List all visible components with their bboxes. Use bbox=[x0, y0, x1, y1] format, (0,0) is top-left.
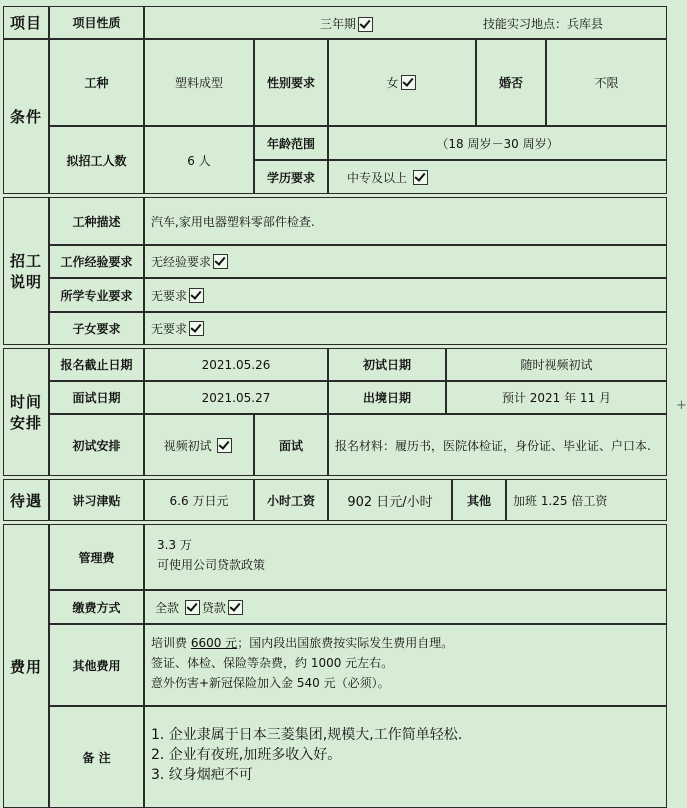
section-schedule-line2: 安排 bbox=[9, 414, 42, 432]
children-value bbox=[144, 312, 667, 345]
major-value bbox=[144, 278, 667, 312]
age-label: 年龄范围 bbox=[254, 126, 328, 160]
plus-icon[interactable]: + bbox=[676, 398, 687, 413]
note-item-1: 1. 企业隶属于日本三菱集团,规模大,工作简单轻松. bbox=[151, 727, 463, 743]
hourly-label: 小时工资 bbox=[254, 479, 328, 521]
departure-label: 出境日期 bbox=[328, 381, 446, 414]
notes-label: 备 注 bbox=[49, 706, 144, 808]
other-fees-label: 其他费用 bbox=[49, 624, 144, 706]
education-value bbox=[328, 160, 667, 194]
header-project: 项目 bbox=[3, 6, 49, 39]
allowance-label: 讲习津贴 bbox=[49, 479, 144, 521]
deadline-value: 2021.05.26 bbox=[144, 348, 328, 381]
first-interview-label: 初试日期 bbox=[328, 348, 446, 381]
interview-value: 2021.05.27 bbox=[144, 381, 328, 414]
check-box-icon bbox=[189, 288, 204, 303]
hourly-value: 902 日元/小时 bbox=[328, 479, 452, 521]
management-fee-label: 管理费 bbox=[49, 524, 144, 590]
major-text: 无要求 bbox=[151, 288, 188, 303]
section-recruit-line1: 招工 bbox=[9, 252, 42, 270]
headcount-label: 拟招工人数 bbox=[49, 126, 144, 194]
check-box-icon bbox=[185, 600, 200, 615]
section-schedule-line1: 时间 bbox=[9, 393, 42, 411]
age-value: （18 周岁－30 周岁） bbox=[328, 126, 667, 160]
first-arrangement-label: 初试安排 bbox=[49, 414, 144, 476]
exp-value bbox=[144, 245, 667, 278]
first-interview-value: 随时视频初试 bbox=[446, 348, 667, 381]
other-fees-value bbox=[144, 624, 667, 706]
check-box-icon bbox=[358, 17, 373, 32]
section-recruit bbox=[3, 197, 49, 345]
section-treatment: 待遇 bbox=[3, 479, 49, 521]
gender-label: 性别要求 bbox=[254, 39, 328, 126]
gender-text: 女 bbox=[386, 76, 399, 90]
deadline-label: 报名截止日期 bbox=[49, 348, 144, 381]
training-fee-suffix: ；国内段出国旅费按实际发生费用自理。 bbox=[237, 636, 454, 650]
other-fees-line1 bbox=[151, 633, 662, 653]
section-fees: 费用 bbox=[3, 524, 49, 808]
marriage-value: 不限 bbox=[546, 39, 667, 126]
training-fee-amount: 6600 元 bbox=[190, 636, 238, 650]
face-interview-value: 报名材料：履历书，医院体检证，身份证、毕业证、户口本. bbox=[328, 414, 667, 476]
other-treatment-label: 其他 bbox=[452, 479, 506, 521]
education-label: 学历要求 bbox=[254, 160, 328, 194]
education-text: 中专及以上 bbox=[347, 170, 408, 185]
payment-method-label: 缴费方式 bbox=[49, 590, 144, 624]
marriage-label: 婚否 bbox=[476, 39, 546, 126]
check-box-icon bbox=[189, 321, 204, 336]
gender-value bbox=[328, 39, 476, 126]
management-fee-policy: 可使用公司贷款政策 bbox=[157, 558, 266, 572]
allowance-value: 6.6 万日元 bbox=[144, 479, 254, 521]
section-schedule bbox=[3, 348, 49, 476]
headcount-value: 6 人 bbox=[144, 126, 254, 194]
payment-full-text: 全款 bbox=[155, 600, 180, 615]
job-type-label: 工种 bbox=[49, 39, 144, 126]
management-fee-value bbox=[144, 524, 667, 590]
desc-value: 汽车,家用电器塑料零部件检查. bbox=[144, 197, 667, 245]
location-text: 技能实习地点：兵库县 bbox=[483, 17, 604, 31]
header-project-type-value bbox=[144, 6, 667, 39]
note-item-2: 2. 企业有夜班,加班多收入好。 bbox=[151, 747, 342, 763]
check-box-icon bbox=[228, 600, 243, 615]
major-label: 所学专业要求 bbox=[49, 278, 144, 312]
term-group bbox=[320, 15, 375, 32]
check-box-icon bbox=[213, 254, 228, 269]
face-interview-label: 面试 bbox=[254, 414, 328, 476]
training-fee-prefix: 培训费 bbox=[151, 636, 191, 650]
management-fee-amount: 3.3 万 bbox=[157, 538, 192, 552]
exp-label: 工作经验要求 bbox=[49, 245, 144, 278]
notes-value bbox=[144, 706, 667, 808]
term-text: 三年期 bbox=[320, 17, 357, 31]
note-item-3: 3. 纹身烟疤不可 bbox=[151, 767, 253, 783]
other-treatment-value: 加班 1.25 倍工资 bbox=[506, 479, 667, 521]
children-text: 无要求 bbox=[151, 322, 188, 336]
payment-loan-text: 贷款 bbox=[201, 600, 226, 615]
check-box-icon bbox=[217, 438, 232, 453]
check-box-icon bbox=[401, 75, 416, 90]
first-arrangement-value bbox=[144, 414, 254, 476]
check-box-icon bbox=[413, 170, 428, 185]
interview-label: 面试日期 bbox=[49, 381, 144, 414]
header-project-type-label: 项目性质 bbox=[49, 6, 144, 39]
job-type-value: 塑料成型 bbox=[144, 39, 254, 126]
other-fees-line3: 意外伤害+新冠保险加入金 540 元（必须）。 bbox=[151, 676, 390, 690]
desc-label: 工种描述 bbox=[49, 197, 144, 245]
other-fees-line2: 签证、体检、保险等杂费，约 1000 元左右。 bbox=[151, 656, 394, 670]
first-arrangement-text: 视频初试 bbox=[163, 438, 212, 453]
section-conditions: 条件 bbox=[3, 39, 49, 194]
children-label: 子女要求 bbox=[49, 312, 144, 345]
payment-method-value bbox=[144, 590, 667, 624]
section-recruit-line2: 说明 bbox=[9, 273, 42, 291]
departure-value: 预计 2021 年 11 月 bbox=[446, 381, 667, 414]
exp-text: 无经验要求 bbox=[151, 255, 212, 269]
